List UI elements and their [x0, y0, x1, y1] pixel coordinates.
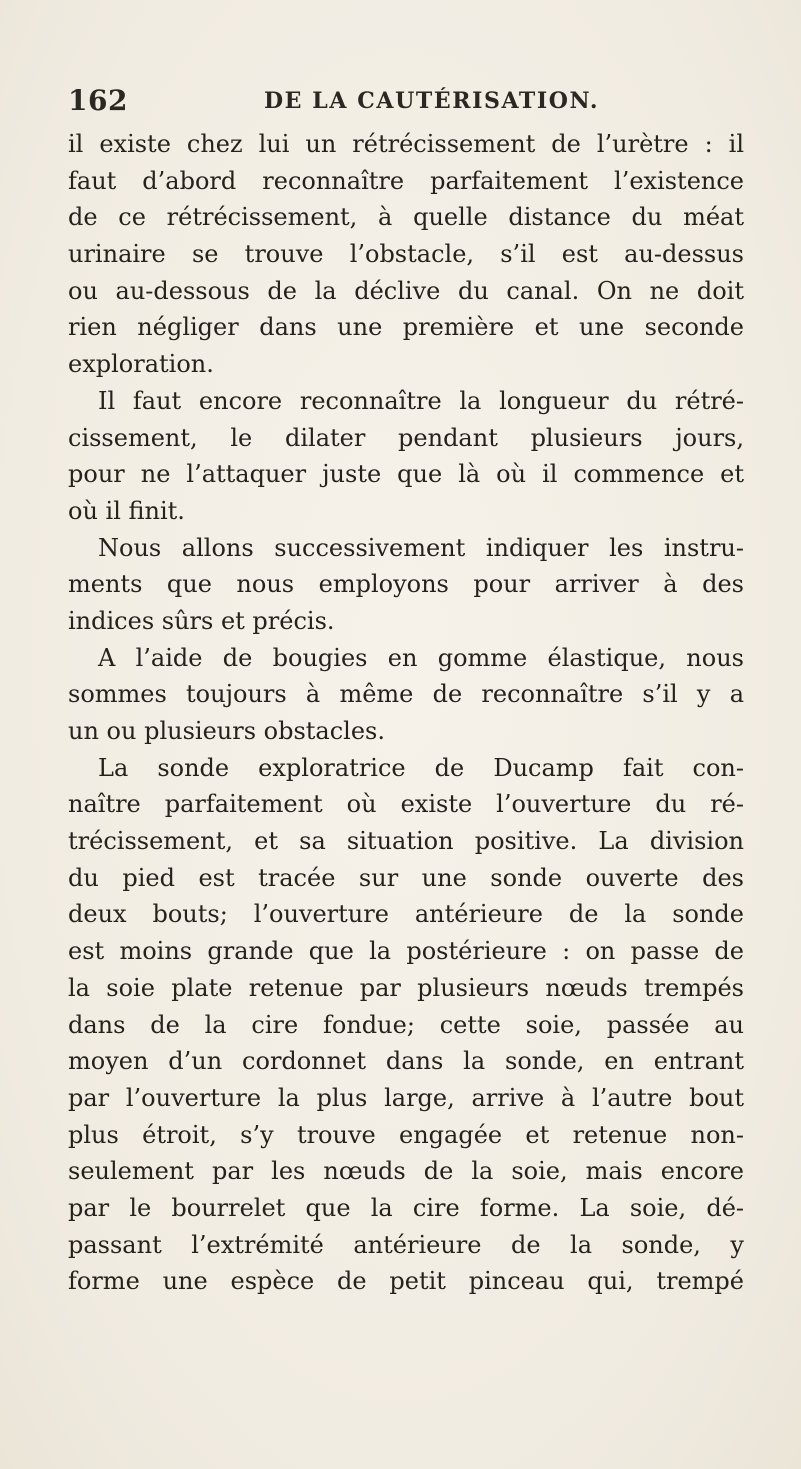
text-line: dans de la cire fondue; cette soie, passée au [68, 1010, 744, 1039]
text-line: ou au-dessous de la déclive du canal. On ne doit [68, 276, 744, 305]
text-line: plus étroit, s’y trouve engagée et retenue non- [68, 1120, 744, 1149]
text-line: par l’ouverture la plus large, arrive à l’autre bout [68, 1083, 744, 1112]
text-line: la soie plate retenue par plusieurs nœuds trempés [68, 973, 744, 1002]
text-line: cissement, le dilater pendant plusieurs jours, [68, 423, 744, 452]
page-number: 162 [68, 84, 128, 117]
text-line: faut d’abord reconnaître parfaitement l’existence [68, 166, 744, 195]
text-line: A l’aide de bougies en gomme élastique, nous [98, 643, 744, 672]
running-head: DE LA CAUTÉRISATION. [264, 88, 600, 114]
text-line: où il finit. [68, 496, 185, 525]
text-line: pour ne l’attaquer juste que là où il commence et [68, 460, 744, 489]
text-line: rien négliger dans une première et une seconde [68, 313, 744, 342]
text-line: est moins grande que la postérieure : on passe de [68, 937, 744, 966]
text-line: ments que nous employons pour arriver à des [68, 570, 744, 599]
text-line: du pied est tracée sur une sonde ouverte des [68, 863, 744, 892]
text-line: indices sûrs et précis. [68, 606, 335, 635]
text-line: deux bouts; l’ouverture antérieure de la sonde [68, 900, 744, 929]
text-line: passant l’extrémité antérieure de la sonde, y [68, 1230, 744, 1259]
text-line: par le bourrelet que la cire forme. La soie, dé- [68, 1193, 744, 1222]
text-line: il existe chez lui un rétrécissement de l’urètre : il [68, 130, 744, 158]
text-line: sommes toujours à même de reconnaître s’il y a [68, 680, 744, 709]
page-header [68, 82, 748, 122]
text-line: de ce rétrécissement, à quelle distance du méat [68, 203, 744, 232]
text-line: forme une espèce de petit pinceau qui, trempé [68, 1267, 744, 1296]
text-line: trécissement, et sa situation positive. La division [68, 827, 744, 856]
text-line: naître parfaitement où existe l’ouverture du ré- [68, 790, 744, 819]
text-line: Nous allons successivement indiquer les instru- [98, 533, 744, 562]
text-line: seulement par les nœuds de la soie, mais encore [68, 1157, 744, 1186]
text-line: urinaire se trouve l’obstacle, s’il est au-dessus [68, 240, 744, 269]
text-line: La sonde exploratrice de Ducamp fait con- [98, 753, 744, 782]
text-line: moyen d’un cordonnet dans la sonde, en entrant [68, 1047, 744, 1076]
text-line: Il faut encore reconnaître la longueur du rétré- [98, 386, 744, 415]
text-line: exploration. [68, 350, 214, 379]
text-line: un ou plusieurs obstacles. [68, 717, 385, 745]
body-text [68, 126, 744, 1300]
